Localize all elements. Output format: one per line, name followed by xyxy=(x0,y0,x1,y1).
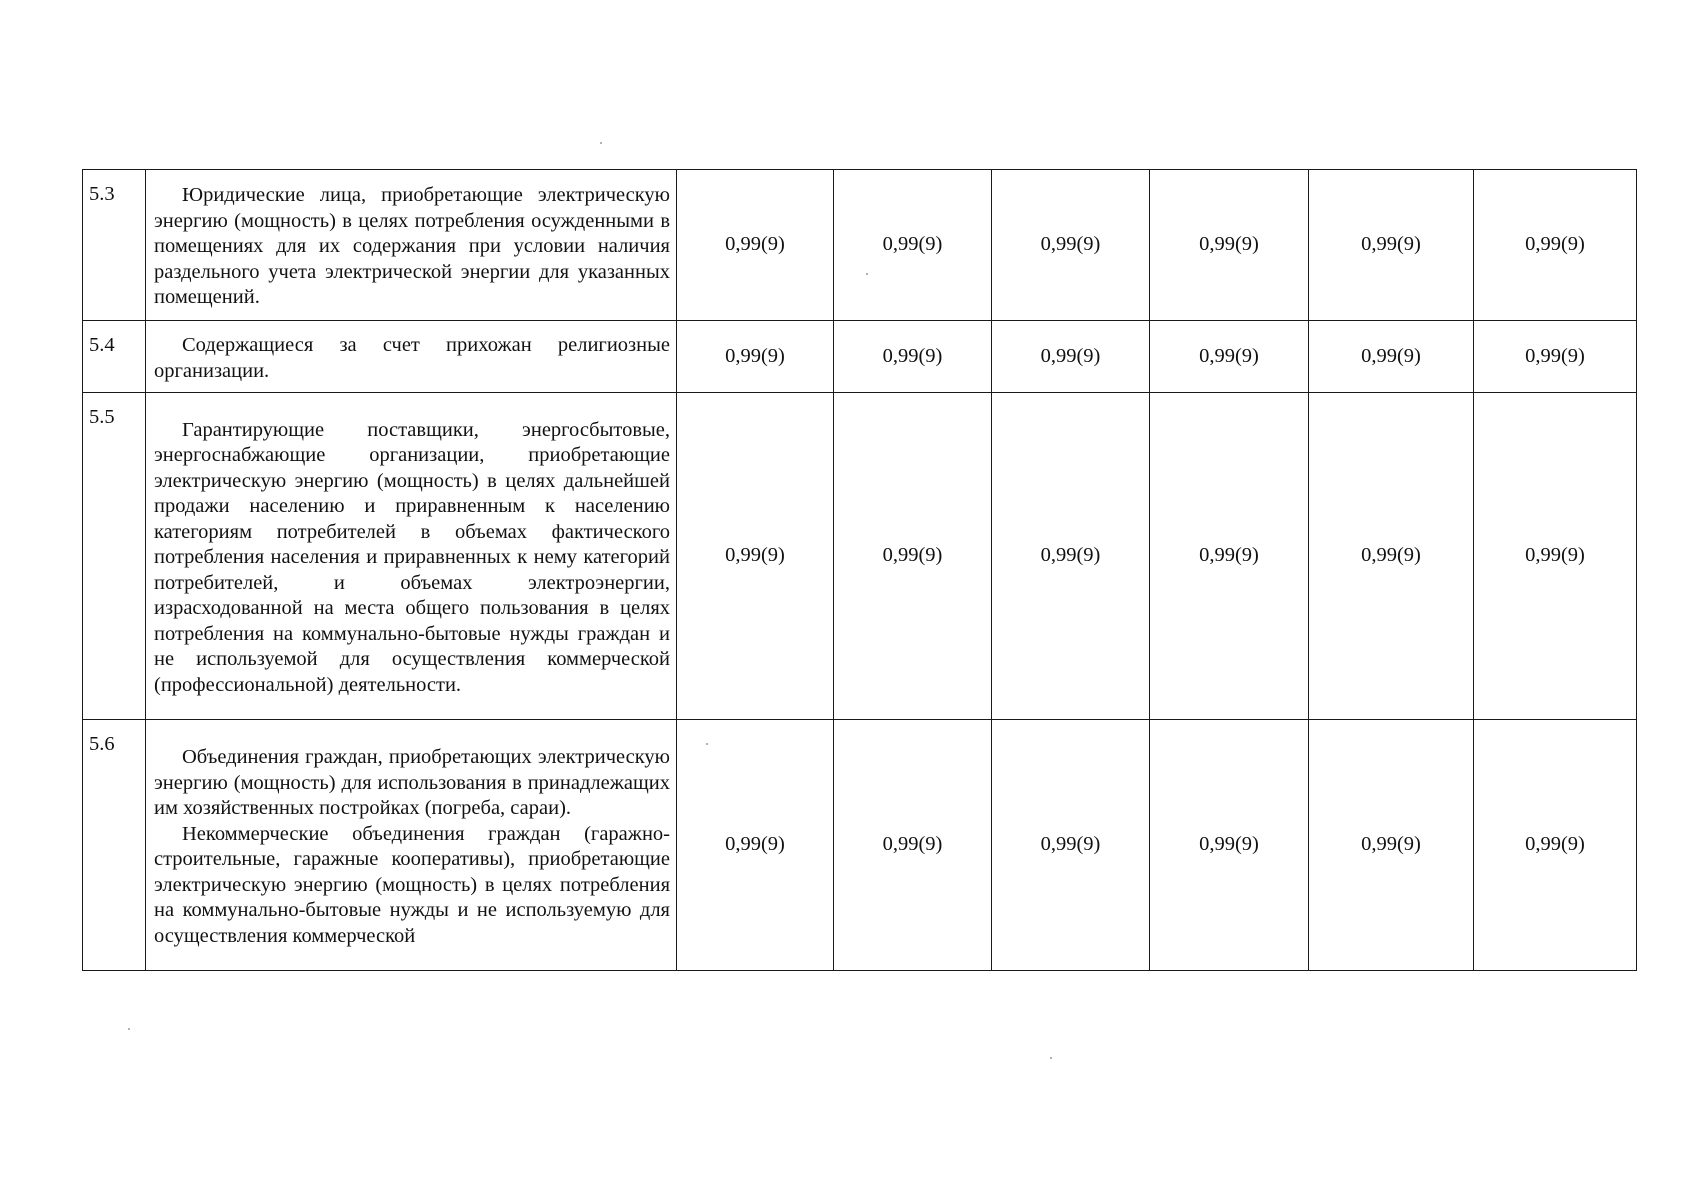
coefficient-cell: 0,99(9) xyxy=(992,170,1150,321)
row-description xyxy=(146,393,677,720)
table-row xyxy=(83,720,1637,971)
coefficient-cell: 0,99(9) xyxy=(1150,393,1309,720)
description-paragraph: Гарантирующие поставщики, энергосбытовые, энергоснабжающие организации, приобретающие электрическую энергию (мощность) в целях дальнейшей продажи населению и приравненным к населению категориям потребителей в объемах фактического потребления населения и приравненных к нему категорий потребителей, и объемах электроэнергии, израсходованной на места общего пользования в целях потребления на коммунально-бытовые нужды граждан и не используемой для осуществления коммерческой (профессиональной) деятельности. xyxy=(154,418,670,696)
row-description xyxy=(146,720,677,971)
coefficient-cell: 0,99(9) xyxy=(1474,321,1637,393)
coefficient-cell: 0,99(9) xyxy=(834,321,992,393)
coefficient-cell: 0,99(9) xyxy=(992,393,1150,720)
table-row xyxy=(83,393,1637,720)
row-description xyxy=(146,170,677,321)
coefficient-cell: 0,99(9) xyxy=(1309,720,1474,971)
coefficient-cell: 0,99(9) xyxy=(1309,170,1474,321)
coefficient-cell: 0,99(9) xyxy=(1309,393,1474,720)
coefficient-cell: 0,99(9) xyxy=(677,170,834,321)
coefficient-cell: 0,99(9) xyxy=(677,720,834,971)
scan-speck xyxy=(600,142,602,144)
coefficient-cell: 0,99(9) xyxy=(1474,393,1637,720)
coefficient-cell: 0,99(9) xyxy=(1150,170,1309,321)
description-paragraph: Объединения граждан, приобретающих электрическую энергию (мощность) для использования в принадлежащих им хозяйственных постройках (погреба, сараи). xyxy=(154,746,670,819)
row-number: 5.4 xyxy=(83,321,146,393)
coefficient-cell: 0,99(9) xyxy=(834,170,992,321)
scan-speck xyxy=(1050,1057,1052,1059)
coefficient-cell: 0,99(9) xyxy=(992,321,1150,393)
description-paragraph: Юридические лица, приобретающие электрическую энергию (мощность) в целях потребления осужденными в помещениях для их содержания при условии наличия раздельного учета электрической энергии для указанных помещений. xyxy=(154,184,670,309)
row-description xyxy=(146,321,677,393)
coefficient-cell: 0,99(9) xyxy=(1474,720,1637,971)
table-row xyxy=(83,170,1637,321)
coefficient-cell: 0,99(9) xyxy=(834,393,992,720)
coefficient-cell: 0,99(9) xyxy=(677,393,834,720)
coefficient-cell: 0,99(9) xyxy=(677,321,834,393)
coefficient-cell: 0,99(9) xyxy=(1474,170,1637,321)
coefficient-cell: 0,99(9) xyxy=(1150,321,1309,393)
tariff-coefficient-table xyxy=(82,169,1637,971)
coefficient-cell: 0,99(9) xyxy=(834,720,992,971)
row-number: 5.5 xyxy=(83,393,146,720)
coefficient-cell: 0,99(9) xyxy=(1309,321,1474,393)
description-paragraph: Содержащиеся за счет прихожан религиозные организации. xyxy=(154,334,670,382)
table-row xyxy=(83,321,1637,393)
row-number: 5.3 xyxy=(83,170,146,321)
coefficient-cell: 0,99(9) xyxy=(1150,720,1309,971)
coefficient-cell: 0,99(9) xyxy=(992,720,1150,971)
description-paragraph: Некоммерческие объединения граждан (гаражно-строительные, гаражные кооперативы), приобретающие электрическую энергию (мощность) в целях потребления на коммунально-бытовые нужды и не используемую для осуществления коммерческой xyxy=(154,822,670,947)
row-number: 5.6 xyxy=(83,720,146,971)
scan-speck xyxy=(128,1028,130,1030)
